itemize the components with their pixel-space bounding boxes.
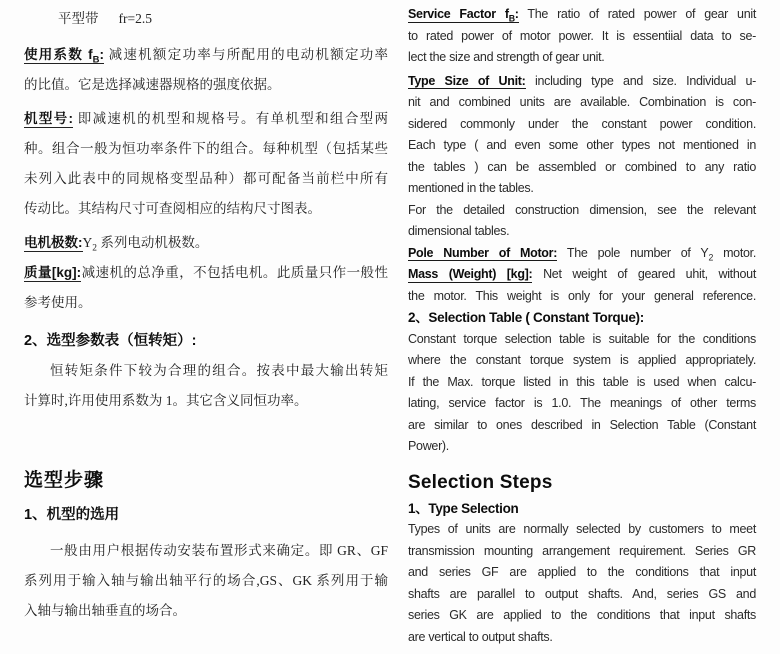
term-type-size-unit: Type Size of Unit: — [408, 73, 526, 88]
text-line — [24, 40, 388, 70]
text-line: are similar to ones described in Selection Table (Constant — [408, 417, 756, 432]
term-colon: : — [514, 7, 519, 21]
term-colon: : — [99, 47, 104, 62]
text-line: 传动比。其结构尺寸可查阅相应的结构尺寸图表。 — [24, 201, 321, 216]
paragraph-pole-number — [24, 228, 388, 258]
text-line: For the detailed construction dimension, see the relevant — [408, 202, 756, 217]
term-subscript: B — [508, 13, 515, 24]
body-text: 减速机的总净重，不包括电机。此质量只作一般性 — [81, 265, 388, 280]
text-line: mentioned in the tables. — [408, 181, 534, 195]
text-line: shafts are parallel to output shafts. And, series GS and — [408, 586, 756, 601]
heading-selection-steps-en: Selection Steps — [408, 471, 553, 493]
body-text: The pole number of Y — [557, 245, 709, 260]
text-line — [24, 104, 388, 134]
term-usage-factor — [24, 47, 104, 64]
text-line: lect the size and strength of gear unit. — [408, 50, 605, 64]
body-text: including type and size. Individual u- — [525, 73, 756, 88]
term-pole-number-en: Pole Number of Motor: — [408, 245, 558, 260]
body-subscript: 2 — [708, 252, 714, 262]
text-line: 的比值。它是选择减速器规格的强度依据。 — [24, 77, 281, 92]
belt-type-label: 平型带 — [58, 11, 99, 26]
heading-type-selection-en: 1、Type Selection — [408, 500, 519, 516]
body-text: 系列电动机极数。 — [96, 235, 209, 250]
heading-selection-table-en: 2、Selection Table ( Constant Torque): — [408, 310, 644, 325]
text-line: 参考使用。 — [24, 295, 92, 310]
text-line: transmission mounting arrangement requirement. Series GR — [408, 543, 756, 558]
paragraph-mass — [24, 258, 388, 318]
heading-type-selection-cn: 1、机型的选用 — [24, 507, 120, 523]
term-text: 使用系数 f — [24, 47, 93, 62]
paragraph-service-factor — [408, 4, 756, 69]
heading-selection-table-cn: 2、选型参数表（恒转矩）: — [24, 333, 197, 349]
belt-service-factor-value: fr=2.5 — [118, 11, 152, 26]
paragraph-usage-factor — [24, 40, 388, 100]
text-line — [408, 243, 756, 265]
english-column — [408, 4, 756, 654]
text-line: to rated power of motor power. It is essentiial data to se- — [408, 28, 756, 43]
paragraph-type-size-unit — [408, 71, 756, 200]
paragraph-constant-torque — [24, 356, 388, 416]
term-mass-en: Mass (Weight) [kg]: — [408, 267, 533, 281]
belt-type-line — [24, 4, 388, 34]
text-line — [408, 71, 756, 93]
text-line: series GK are applied to the conditions that input shafts — [408, 608, 756, 622]
text-line: the tables ) can be assembled or combined to any ratio — [408, 159, 756, 174]
body-text: motor. — [713, 245, 757, 260]
text-line: 系列用于输入轴与输出轴平行的场合,GS、GK 系列用于输 — [24, 573, 388, 588]
text-line: 入轴与输出轴垂直的场合。 — [24, 603, 186, 618]
text-line: Power). — [408, 439, 449, 453]
text-line: Each type ( and even some other types not mentioned in — [408, 138, 756, 152]
heading-selection-steps-cn: 选型步骤 — [24, 470, 105, 491]
body-text: 减速机额定功率与所配用的电动机额定功率 — [103, 47, 389, 62]
text-line — [408, 264, 756, 286]
text-line — [24, 228, 388, 258]
text-line: and series GF are applied to the conditions that input — [408, 565, 756, 579]
text-line: Types of units are normally selected by customers to meet — [408, 522, 756, 536]
text-line: dimensional tables. — [408, 224, 510, 238]
text-line: 一般由用户根据传动安装布置形式来确定。即 GR、GF — [50, 543, 388, 558]
paragraph-pole-number-en — [408, 243, 756, 265]
text-line: If the Max. torque listed in this table is used when calcu- — [408, 374, 756, 389]
body-text: 即减速机的机型和规格号。有单机型和组合型两 — [73, 111, 388, 126]
body-text: The ratio of rated power of gear unit — [518, 7, 756, 21]
body-text: Net weight of geared uhit, without — [532, 267, 756, 281]
text-line: the motor. This weight is only for your general reference. — [408, 288, 756, 303]
paragraph-constant-torque-en — [408, 329, 756, 458]
term-pole-number: 电机极数: — [24, 235, 83, 250]
text-line: are vertical to output shafts. — [408, 629, 553, 644]
text-line: Constant torque selection table is suitable for the conditions — [408, 331, 756, 346]
text-line: where the constant torque system is applied appropriately. — [408, 353, 756, 367]
term-type-size: 机型号: — [24, 111, 74, 126]
paragraph-type-selection-cn — [24, 536, 388, 626]
term-text: Service Factor f — [408, 7, 509, 21]
paragraph-mass-en — [408, 264, 756, 307]
text-line: sidered commonly under the constant power condition. — [408, 116, 756, 131]
text-line — [24, 258, 388, 288]
paragraph-type-size — [24, 104, 388, 224]
chinese-column — [24, 4, 388, 654]
text-line: nit and combined units are available. Combination is con- — [408, 95, 756, 109]
text-line: 未列入此表中的同规格变型品种）都可配备当前栏中所有 — [24, 171, 388, 186]
body-text: Y — [82, 235, 93, 250]
text-line: 种。组合一般为恒功率条件下的组合。每种机型（包括某些 — [24, 141, 388, 156]
text-line — [408, 4, 756, 26]
term-subscript: B — [92, 54, 100, 66]
body-subscript: 2 — [92, 243, 97, 254]
term-mass: 质量[kg]: — [24, 265, 82, 280]
text-line: 恒转矩条件下较为合理的组合。按表中最大输出转矩 — [50, 363, 388, 378]
paragraph-type-selection-en — [408, 519, 756, 648]
term-service-factor — [408, 7, 519, 23]
paragraph-construction-dimension — [408, 200, 756, 243]
text-line: lating, service factor is 1.0. The meanings of other terms — [408, 396, 756, 410]
text-line: 计算时,许用使用系数为 1。其它含义同恒功率。 — [24, 393, 308, 408]
